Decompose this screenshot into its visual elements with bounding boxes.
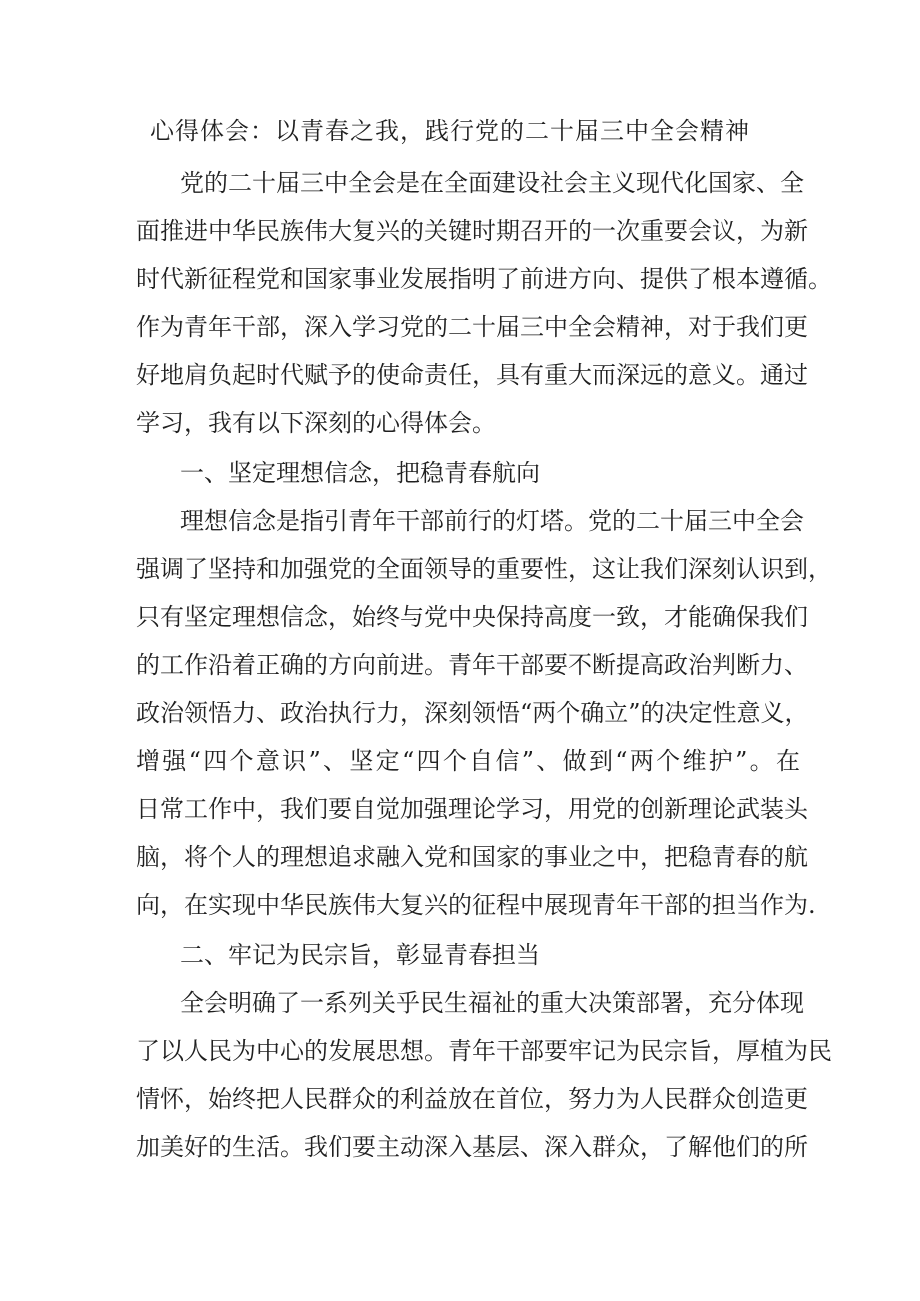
paragraph-line: 只有坚定理想信念，始终与党中央保持高度一致，才能确保我们 (136, 603, 808, 631)
paragraph-line: 强调了坚持和加强党的全面领导的重要性，这让我们深刻认识到， (136, 555, 832, 583)
paragraph-line: 增强“四个意识”、坚定“四个自信”、做到“两个维护”。在 (136, 747, 800, 775)
paragraph-line: 好地肩负起时代赋予的使命责任，具有重大而深远的意义。通过 (136, 361, 808, 389)
document-title: 心得体会：以青春之我，践行党的二十届三中全会精神 (150, 117, 750, 145)
paragraph-line: 理想信念是指引青年干部前行的灯塔。党的二十届三中全会 (180, 507, 804, 535)
paragraph-line: 作为青年干部，深入学习党的二十届三中全会精神，对于我们更 (136, 313, 808, 341)
paragraph-line: 时代新征程党和国家事业发展指明了前进方向、提供了根本遵循。 (136, 265, 832, 293)
paragraph-line: 学习，我有以下深刻的心得体会。 (136, 409, 496, 437)
paragraph-line: 党的二十届三中全会是在全面建设社会主义现代化国家、全 (180, 169, 804, 197)
paragraph-line: 日常工作中，我们要自觉加强理论学习，用党的创新理论武装头 (136, 795, 808, 823)
paragraph-line: 的工作沿着正确的方向前进。青年干部要不断提高政治判断力、 (136, 651, 808, 679)
paragraph-line: 全会明确了一系列关乎民生福祉的重大决策部署，充分体现 (180, 989, 804, 1017)
paragraph-line: 脑，将个人的理想追求融入党和国家的事业之中，把稳青春的航 (136, 843, 808, 871)
paragraph-line: 向，在实现中华民族伟大复兴的征程中展现青年干部的担当作为. (136, 891, 816, 919)
paragraph-line: 情怀，始终把人民群众的利益放在首位，努力为人民群众创造更 (136, 1085, 808, 1113)
paragraph-line: 政治领悟力、政治执行力，深刻领悟“两个确立”的决定性意义， (136, 699, 809, 727)
paragraph-line: 了以人民为中心的发展思想。青年干部要牢记为民宗旨，厚植为民 (136, 1037, 832, 1065)
section-heading: 二、牢记为民宗旨，彰显青春担当 (180, 941, 540, 969)
paragraph-line: 面推进中华民族伟大复兴的关键时期召开的一次重要会议，为新 (136, 217, 808, 245)
paragraph-line: 加美好的生活。我们要主动深入基层、深入群众，了解他们的所 (136, 1133, 808, 1161)
section-heading: 一、坚定理想信念，把稳青春航向 (180, 459, 540, 487)
